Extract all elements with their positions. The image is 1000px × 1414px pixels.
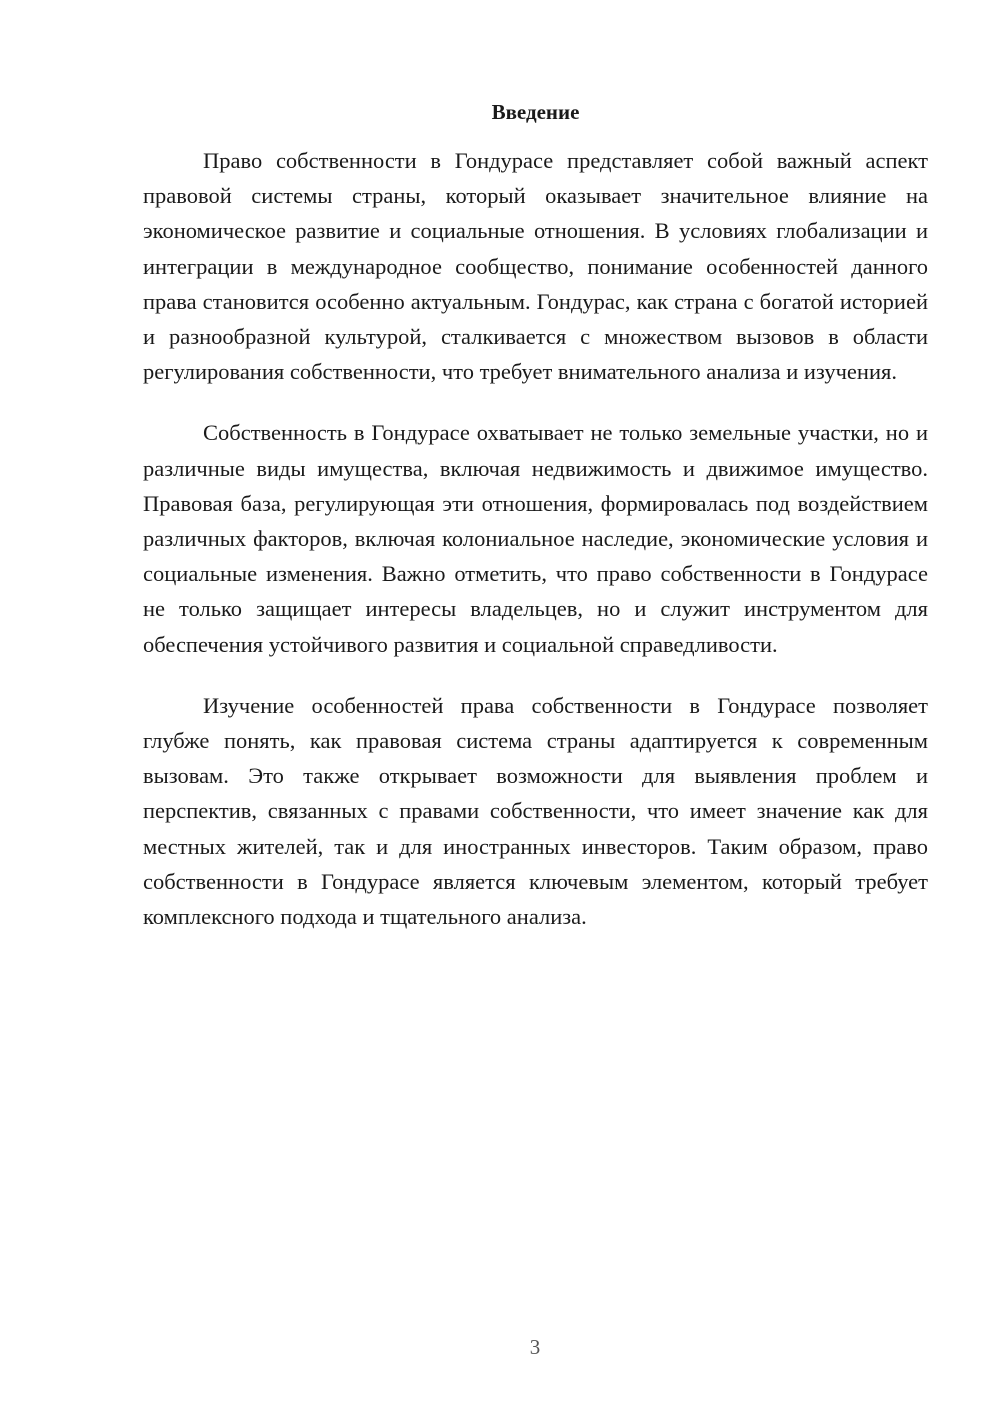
paragraph-3: Изучение особенностей права собственности в Гондурасе позволяет глубже понять, как правовая система страны адаптируется к современным вызовам. Это также открывает возможности для выявления проблем и перспектив, связанных с правами собственности, что имеет значение как для местных жителей, так и для иностранных инвесторов. Таким образом, право собственности в Гондурасе является ключевым элементом, который требует комплексного подхода и тщательного анализа. xyxy=(143,692,928,930)
section-heading: Введение xyxy=(491,100,580,124)
body-text xyxy=(143,143,928,960)
paragraph-2: Собственность в Гондурасе охватывает не только земельные участки, но и различные виды имущества, включая недвижимость и движимое имущество. Правовая база, регулирующая эти отношения, формировалась под воздействием различных факторов, включая колониальное наследие, экономические условия и социальные изменения. Важно отметить, что право собственности в Гондурасе не только защищает интересы владельцев, но и служит инструментом для обеспечения устойчивого развития и социальной справедливости. xyxy=(143,420,928,657)
paragraph-1: Право собственности в Гондурасе представляет собой важный аспект правовой системы страны, который оказывает значительное влияние на экономическое развитие и социальные отношения. В условиях глобализации и интеграции в международное сообщество, понимание особенностей данного права становится особенно актуальным. Гондурас, как страна с богатой историей и разнообразной культурой, сталкивается с множеством вызовов в области регулирования собственности, что требует внимательного анализа и изучения. xyxy=(143,148,928,385)
page-number: 3 xyxy=(529,1335,541,1359)
